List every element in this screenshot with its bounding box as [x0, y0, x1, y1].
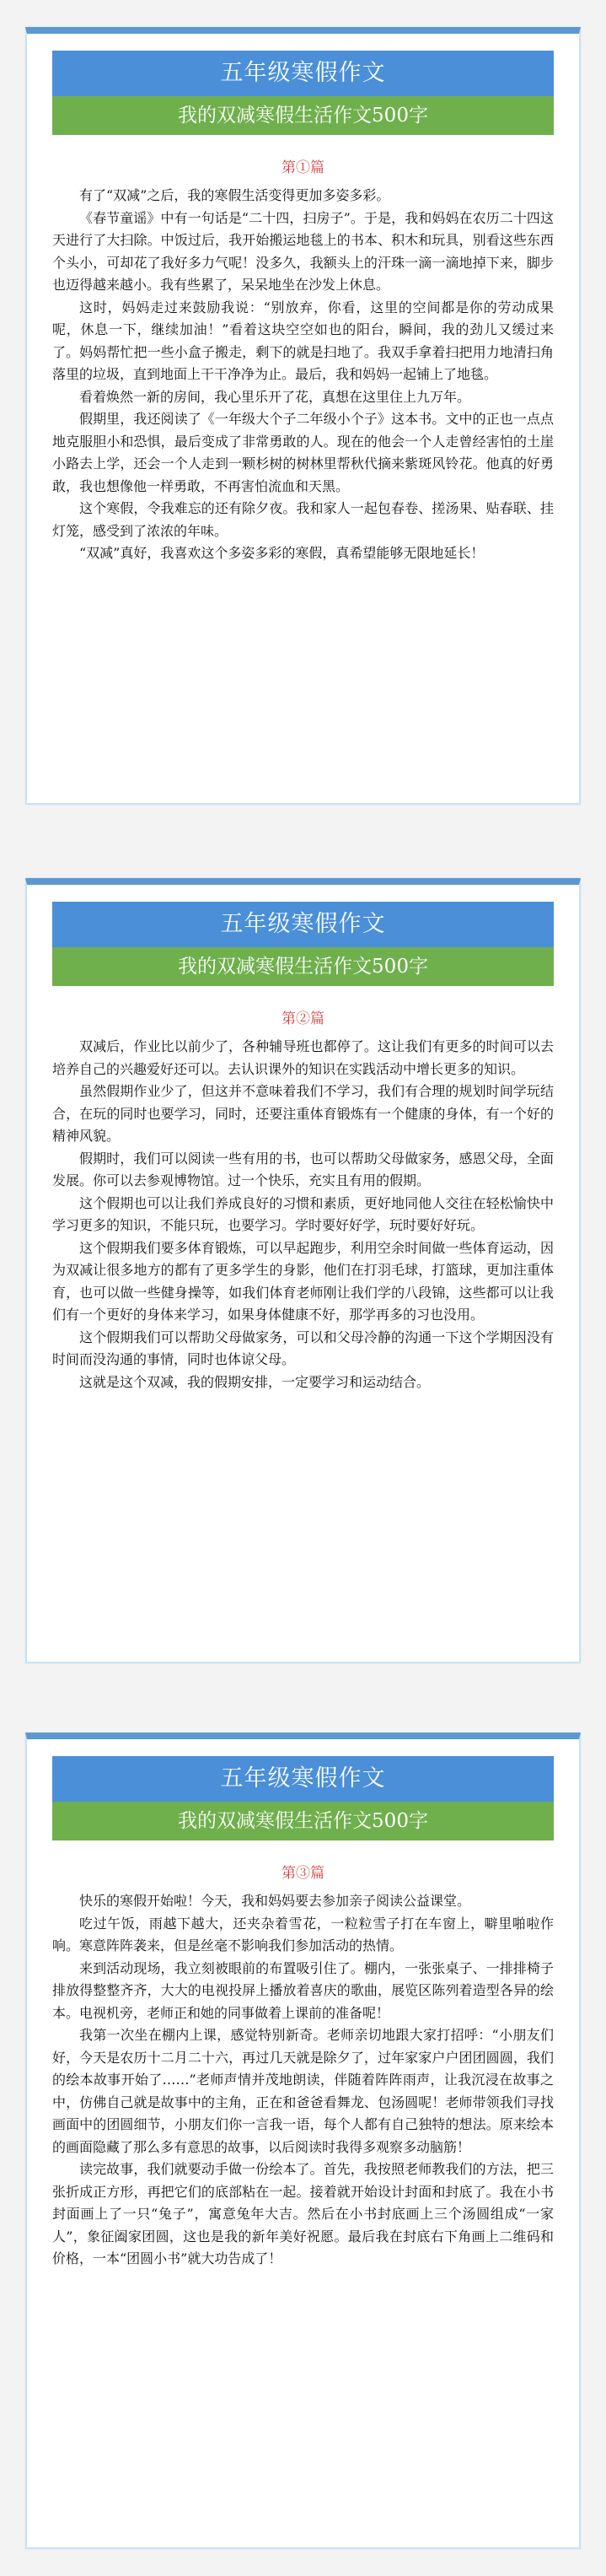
paragraph: 读完故事，我们就要动手做一份绘本了。首先，我按照老师教我们的方法，把三张折成正方形，再把它们的底部粘在一起。接着就开始设计封面和封底了。我在小书封面画上了一只“兔子”，寓意兔年大吉。然后在小书封底画上三个汤圆组成“一家人”，象征阖家团圆，这也是我的新年美好祝愿。最后我在封底右下角画上二维码和价格，一本“团圆小书”就大功告成了！ [52, 2161, 554, 2266]
paragraph: 虽然假期作业少了，但这并不意味着我们不学习，我们有合理的规划时间学玩结合，在玩的同时也要学习，同时，还要注重体育锻炼有一个健康的身体，有一个好的精神风貌。 [52, 1083, 554, 1144]
paragraph: 双减后，作业比以前少了，各种辅导班也都停了。这让我们有更多的时间可以去培养自己的兴趣爱好还可以。去认识课外的知识在实践活动中增长更多的知识。 [52, 1038, 554, 1077]
paragraph: 这就是这个双减，我的假期安排，一定要学习和运动结合。 [79, 1373, 431, 1390]
paragraph: “双减”真好，我喜欢这个多姿多彩的寒假，真希望能够无限地延长！ [79, 545, 485, 561]
paragraph: 这个假期也可以让我们养成良好的习惯和素质，更好地同他人交往在轻松愉快中学习更多的知识，不能只玩，也要学习。学时要好好学，玩时要好好玩。 [52, 1194, 554, 1233]
essay-card-2 [25, 878, 581, 1663]
paragraph: 这时，妈妈走过来鼓励我说：“别放弃，你看，这里的空间都是你的劳动成果呢，休息一下，继续加油！”看着这块空空如也的阳台，瞬间，我的劲儿又缓过来了。妈妈帮忙把一些小盒子搬走，剩下的就是扫地了。我双手拿着扫把用力地清扫角落里的垃圾，直到地面上干干净净为止。最后，我和妈妈一起铺上了地毯。 [52, 299, 554, 382]
essay-title: 五年级寒假作文 [52, 902, 554, 947]
section-label: 第①篇 [282, 159, 324, 176]
paragraph: 《春节童谣》中有一句话是“二十四，扫房子”。于是，我和妈妈在农历二十四这天进行了大扫除。中饭过后，我开始搬运地毯上的书本、积木和玩具，别看这些东西个头小，可却花了我好多力气呢！没多久，我额头上的汗珠一滴一滴地掉下来，脚步也迈得越来越小。我有些累了，呆呆地坐在沙发上休息。 [52, 209, 554, 293]
essay-title: 五年级寒假作文 [52, 51, 554, 96]
essay-card-1 [25, 27, 581, 805]
paragraph: 假期里，我还阅读了《一年级大个子二年级小个子》这本书。文中的正也一点点地克服胆小和恐惧，最后变成了非常勇敢的人。现在的他会一个人走曾经害怕的土崖小路去上学，还会一个人走到一颗杉树的树林里帮秋代摘来紫斑风铃花。他真的好勇敢，我也想像他一样勇敢，不再害怕流血和天黑。 [52, 411, 554, 494]
paragraph: 这个寒假，令我难忘的还有除夕夜。我和家人一起包春卷、搓汤果、贴春联、挂灯笼，感受到了浓浓的年味。 [52, 500, 554, 539]
paragraph: 我第一次坐在棚内上课，感觉特别新奇。老师亲切地跟大家打招呼：“小朋友们好，今天是农历十二月二十六，再过几天就是除夕了，过年家家户户团团圆圆，我们的绘本故事开始了……”老师声情并茂地朗读，伴随着阵阵雨声，让我沉浸在故事之中，仿佛自己就是故事中的主角，正在和爸爸看舞龙、包汤圆呢！老师带领我们寻找画面中的团圆细节，小朋友们你一言我一语，每个人都有自己独特的想法。原来绘本的画面隐藏了那么多有意思的故事，以后阅读时我得多观察多动脑筋！ [52, 2027, 554, 2155]
essay-subtitle: 我的双减寒假生活作文500字 [52, 947, 554, 986]
paragraph: 这个假期我们可以帮助父母做家务，可以和父母冷静的沟通一下这个学期因没有时间而没沟通的事情，同时也体谅父母。 [52, 1328, 554, 1367]
essay-subtitle: 我的双减寒假生活作文500字 [52, 1802, 554, 1840]
essay-card-3 [25, 1733, 581, 2549]
paragraph: 吃过午饭，雨越下越大，还夹杂着雪花，一粒粒雪子打在车窗上，噼里啪啦作响。寒意阵阵袭来，但是丝毫不影响我们参加活动的热情。 [52, 1915, 554, 1954]
paragraph: 看着焕然一新的房间，我心里乐开了花，真想在这里住上九万年。 [79, 388, 471, 405]
essay-title: 五年级寒假作文 [52, 1756, 554, 1802]
section-label: 第②篇 [282, 1010, 324, 1027]
paragraph: 这个假期我们要多体育锻炼，可以早起跑步，利用空余时间做一些体育运动，因为双减让很多地方的都有了更多学生的身影，他们在打羽毛球，打篮球，更加注重体育，也可以做一些健身操等，如我们体育老师刚让我们学的八段锦，这些都可以让我们有一个更好的身体来学习，如果身体健康不好，那学再多的习也没用。 [52, 1239, 554, 1323]
essay-subtitle: 我的双减寒假生活作文500字 [52, 96, 554, 135]
paragraph: 假期时，我们可以阅读一些有用的书，也可以帮助父母做家务，感恩父母，全面发展。你可以去参观博物馆。过一个快乐，充实且有用的假期。 [52, 1150, 554, 1188]
section-label: 第③篇 [282, 1865, 324, 1882]
paragraph: 有了“双减”之后，我的寒假生活变得更加多姿多彩。 [79, 187, 390, 203]
paragraph: 来到活动现场，我立刻被眼前的布置吸引住了。棚内，一张张桌子、一排排椅子排放得整整齐齐，大大的电视投屏上播放着喜庆的歌曲，展览区陈列着造型各异的绘本。电视机旁，老师正和她的同事做着上课前的准备呢！ [52, 1959, 554, 2021]
paragraph: 快乐的寒假开始啦！今天，我和妈妈要去参加亲子阅读公益课堂。 [79, 1893, 471, 1909]
